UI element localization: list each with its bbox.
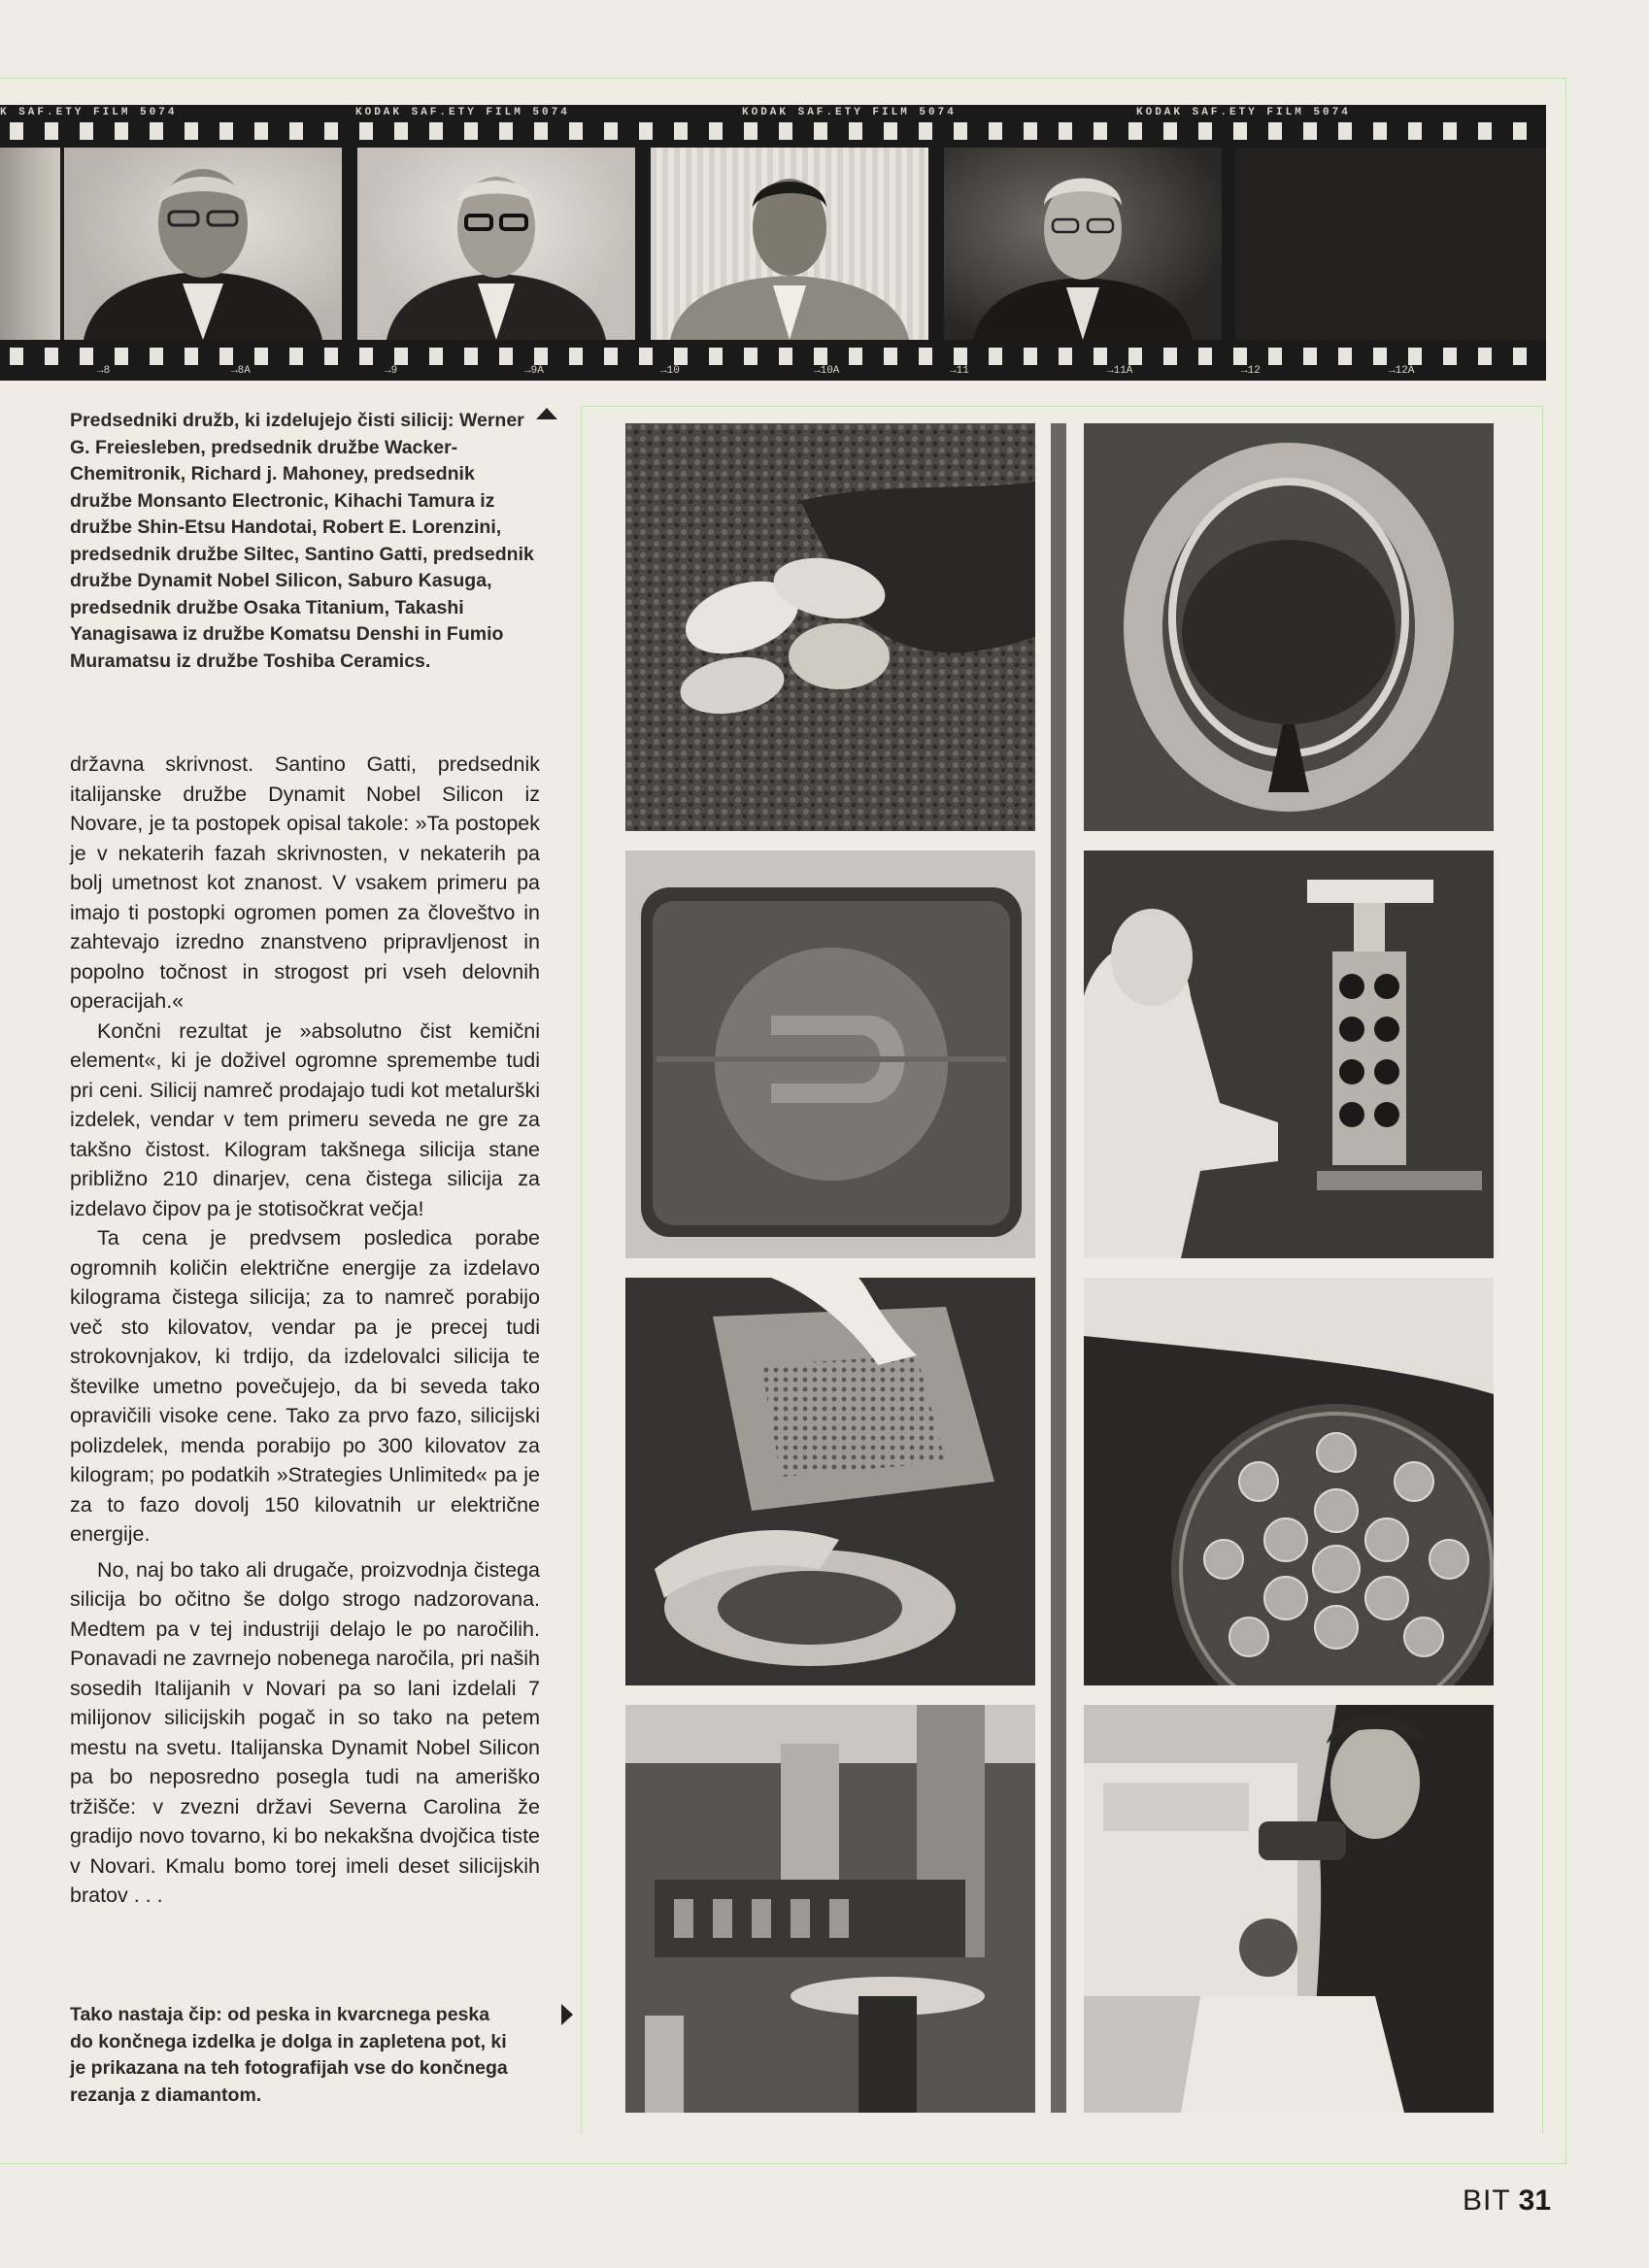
frame-number: →9A [524, 365, 544, 377]
grid-divider-bar [1051, 423, 1066, 2113]
sprocket-holes [0, 122, 1546, 140]
film-frame-blank [1235, 148, 1546, 340]
film-frame-portrait-3 [651, 148, 928, 340]
frame-number: →12 [1241, 365, 1261, 377]
film-edge-label: KODAK SAF.ETY FILM 5074 [355, 107, 570, 118]
guide-line-grid-right [1542, 406, 1543, 2134]
photo-monitor-screen [625, 850, 1035, 1258]
article-body [70, 750, 540, 1911]
arrow-right-icon [561, 2004, 573, 2025]
frame-number: →11A [1107, 365, 1133, 377]
frame-number: →9 [385, 365, 398, 377]
film-strip [0, 105, 1546, 381]
sprocket-holes [0, 348, 1546, 365]
film-edge-label: KODAK SAF.ETY FILM 5074 [1136, 107, 1351, 118]
photo-cutting-machine [625, 1705, 1035, 2113]
frame-number: →8 [97, 365, 111, 377]
article-paragraph: No, naj bo tako ali drugače, proizvodnja čistega silicija bo očitno še dolgo strogo nadzorovana. Medtem pa v tej industriji delajo le po naročilih. Ponavadi ne zavrnejo nobenega naročila, pri naših sosedih Italijanih v Novari pa so lani izdelali 7 milijonov silicijskih pogač in so tako na petem mestu na svetu. Italijanska Dynamit Nobel Silicon pa bo neposredno posegla tudi na ameriško tržišče: v zvezni državi Severna Carolina že gradijo novo tovarno, ki bo nekakšna dvojčica tiste v Novari. Kmalu bomo torej imeli deset silicijskih bratov . . . [70, 1557, 540, 1907]
article-paragraph: Ta cena je predvsem posledica porabe ogromnih količin električne energije za izdelavo kilograma čistega silicija; za to namreč porabijo več sto kilovatov, vendar pa je precej tudi strokovnjakov, ki trdijo, da izdelovalci silicija te številke umetno povečujejo, da bi seveda tako opravičili visoke cene. Tako za prvo fazo, silicijski polizdelek, menda porabijo po 300 kilovatov za kilogram; po podatkih »Strategies Unlimited« pa je za to fazo dovolj 150 kilovatnih ur električne energije. [70, 1226, 540, 1546]
frame-number: →10A [814, 365, 840, 377]
film-frame-portrait-1 [64, 148, 342, 340]
frame-number: →12A [1389, 365, 1415, 377]
film-edge-label: K SAF.ETY FILM 5074 [0, 107, 178, 118]
guide-line-top [0, 78, 1565, 79]
photo-wafer-grid-handling [625, 1278, 1035, 1685]
photo-glowing-ring [1084, 423, 1494, 831]
film-frame-partial [0, 148, 60, 340]
film-edge-label: KODAK SAF.ETY FILM 5074 [742, 107, 957, 118]
page-number: 31 [1518, 2185, 1552, 2217]
photo-wafer-carousel [1084, 1278, 1494, 1685]
photo-technician-microscope [1084, 1705, 1494, 2113]
film-edge-bottom [0, 342, 1546, 381]
portrait-man-glasses-2 [357, 148, 635, 340]
film-edge-top [0, 105, 1546, 144]
portrait-man-3 [651, 148, 928, 340]
page-footer [1463, 2185, 1551, 2218]
frame-number: →8A [231, 365, 251, 377]
guide-line-bottom [0, 2163, 1565, 2164]
frame-number: →10 [660, 365, 680, 377]
arrow-up-icon [536, 408, 557, 419]
caption-chip-process: Tako nastaja čip: od peska in kvarcnega peska do končnega izdelka je dolga in zapletena pot, ki je prikazana na teh fotografijah vse do končnega rezanja z diamantom. [70, 2004, 508, 2106]
frame-number: →11 [950, 365, 969, 377]
film-frame-portrait-4 [944, 148, 1222, 340]
film-frame-portrait-2 [357, 148, 635, 340]
article-paragraph: državna skrivnost. Santino Gatti, predsednik italijanske družbe Dynamit Nobel Silicon iz Novare, je ta postopek opisal takole: »Ta postopek je v nekaterih fazah skrivnosten, v nekaterih pa bolj umetnost kot znanost. V vsakem primeru pa imajo ti postopki ogromen pomen za človeštvo in zahtevajo izredno znanstveno pripravljenost in popolno točnost in strogost pri vseh delovnih operacijah.« [70, 752, 540, 1013]
article-paragraph: Končni rezultat je »absolutno čist kemični element«, ki je doživel ogromne spremembe tudi pri ceni. Silicij namreč prodajajo tudi kot metalurški izdelek, vendar v tem primeru seveda ne gre za takšno čistost. Kilogram takšnega silicija stane približno 210 dinarjev, cena čistega silicija za izdelavo čipov pa je stotisočkrat večja! [70, 1018, 540, 1220]
portrait-man-glasses-1 [64, 148, 342, 340]
guide-line-grid-top [581, 406, 1542, 407]
photo-technician-wafer-rack [1084, 850, 1494, 1258]
photo-quartz-stones [625, 423, 1035, 831]
guide-line-right [1565, 78, 1566, 2165]
caption-presidents: Predsedniki družb, ki izdelujejo čisti silicij: Werner G. Freiesleben, predsednik družbe Wacker-Chemitronik, Richard j. Mahoney, predsednik družbe Monsanto Electronic, Kihachi Tamura iz družbe Shin-Etsu Handotai, Robert E. Lorenzini, predsednik družbe Siltec, Santino Gatti, predsednik družbe Dynamit Nobel Silicon, Saburo Kasuga, predsednik družbe Osaka Titanium, Takashi Yanagisawa iz družbe Komatsu Denshi in Fumio Muramatsu iz družbe Toshiba Ceramics. [70, 410, 534, 672]
magazine-name: BIT [1463, 2185, 1511, 2217]
portrait-man-glasses-4 [944, 148, 1222, 340]
guide-line-grid-left [581, 406, 582, 2134]
